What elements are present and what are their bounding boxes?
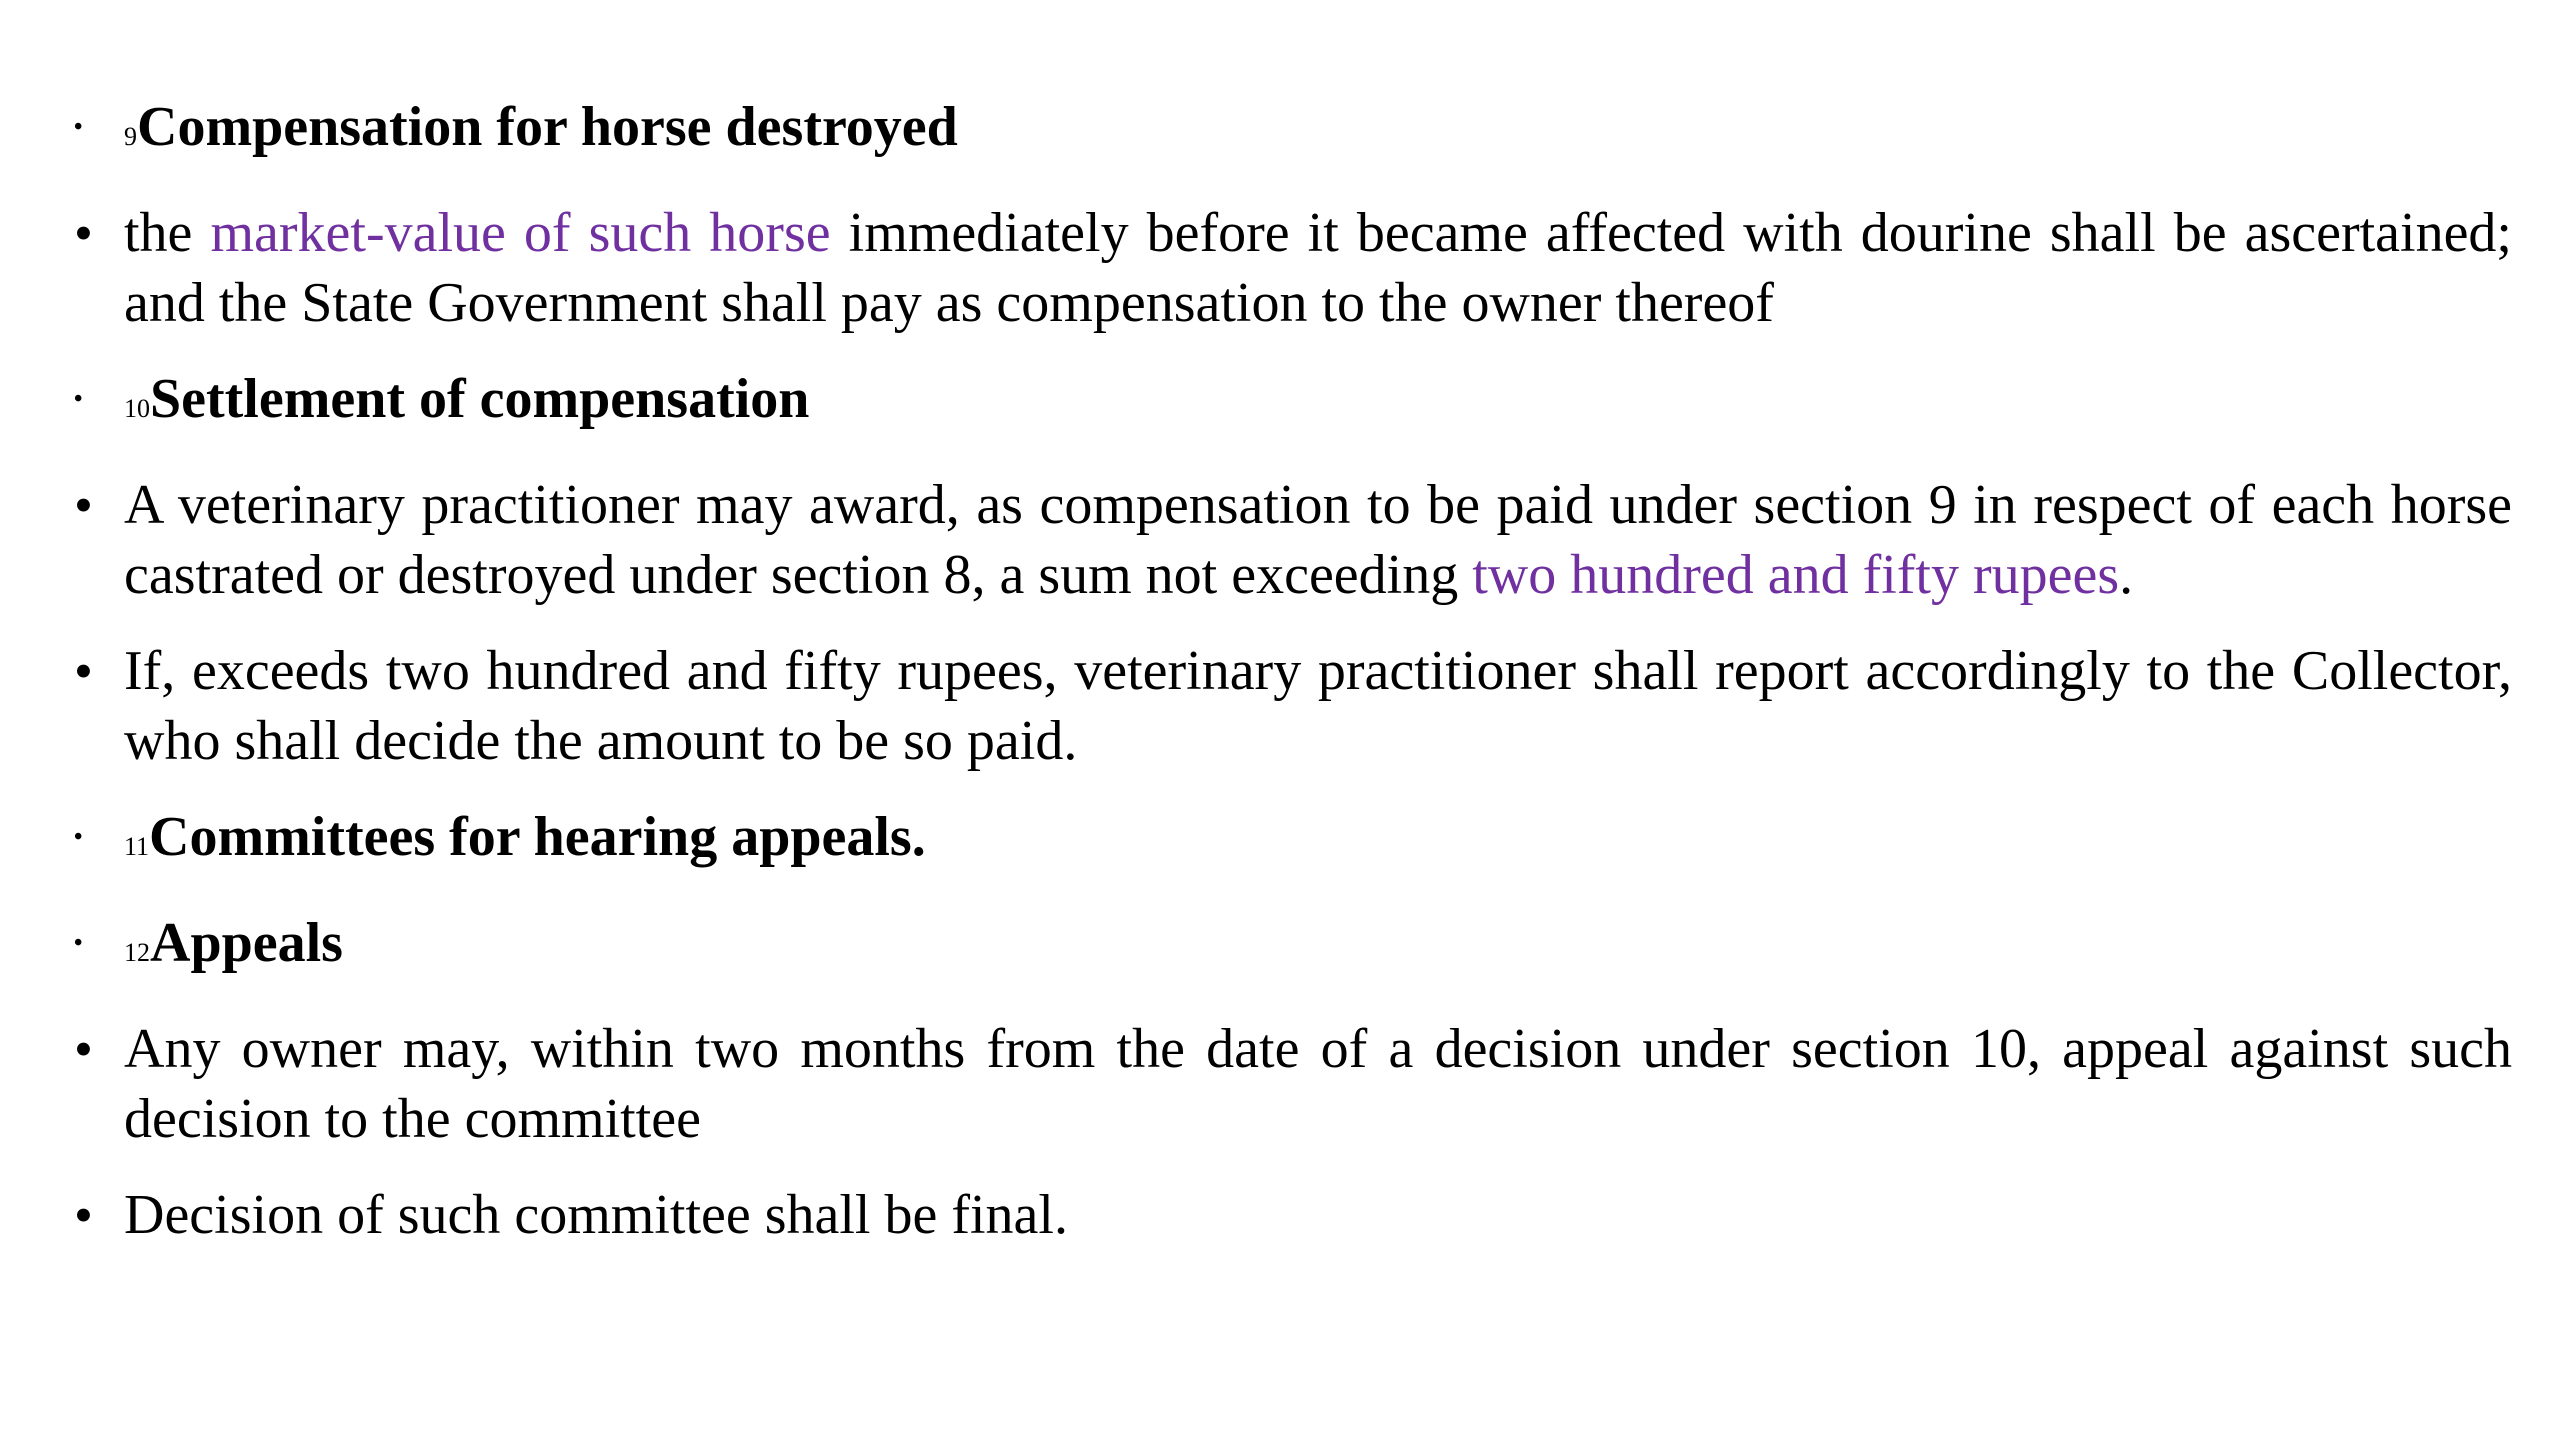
section-heading-12	[74, 908, 2512, 988]
bullet-list	[74, 92, 2512, 1276]
body-text: Any owner may, within two months from the date of a decision under section 10, appeal against such decision to the committee	[124, 1018, 2512, 1150]
body-text	[124, 470, 2512, 610]
text-segment: the	[124, 202, 211, 264]
bullet-icon: •	[74, 203, 93, 263]
bullet-icon: •	[74, 1019, 93, 1079]
body-text: Decision of such committee shall be final.	[124, 1184, 1068, 1246]
body-point-market-value	[74, 198, 2512, 338]
text-segment: immediately before it became affected with dourine shall be ascertained; and the State Government shall pay as compensation to the owner thereof	[124, 202, 2512, 334]
highlighted-text: two hundred and fifty rupees	[1472, 544, 2120, 606]
heading-text	[124, 364, 2512, 444]
body-point-award	[74, 470, 2512, 610]
section-number: 12	[124, 938, 150, 967]
section-heading-9	[74, 92, 2512, 172]
text-segment: .	[2119, 544, 2134, 606]
bullet-icon: •	[74, 641, 93, 701]
bullet-icon: •	[74, 824, 83, 850]
section-number: 10	[124, 394, 150, 423]
body-point-exceeds	[74, 636, 2512, 776]
section-number: 9	[124, 122, 137, 151]
bullet-icon: •	[74, 930, 83, 956]
bullet-icon: •	[74, 114, 83, 140]
heading-text	[124, 908, 2512, 988]
highlighted-text: market-value of such horse	[210, 202, 831, 264]
body-text: If, exceeds two hundred and fifty rupees, veterinary practitioner shall report accordingly to the Collector, who shall decide the amount to be so paid.	[124, 640, 2512, 772]
section-heading-10	[74, 364, 2512, 444]
text-segment: A veterinary practitioner may award, as compensation to be paid under section 9 in respect of each horse castrated or destroyed under section 8, a sum not exceeding	[124, 474, 2512, 606]
body-point-final	[74, 1180, 2512, 1250]
body-point-appeal	[74, 1014, 2512, 1154]
heading-text	[124, 92, 2512, 172]
heading-title: Committees for hearing appeals.	[149, 806, 926, 868]
section-heading-11	[74, 802, 2512, 882]
bullet-icon: •	[74, 386, 83, 412]
heading-title: Appeals	[150, 912, 343, 974]
bullet-icon: •	[74, 475, 93, 535]
section-number: 11	[124, 832, 150, 861]
heading-title: Settlement of compensation	[150, 368, 810, 430]
body-text	[124, 198, 2512, 338]
bullet-icon: •	[74, 1185, 93, 1245]
heading-title: Compensation for horse destroyed	[137, 96, 958, 158]
heading-text	[124, 802, 2512, 882]
